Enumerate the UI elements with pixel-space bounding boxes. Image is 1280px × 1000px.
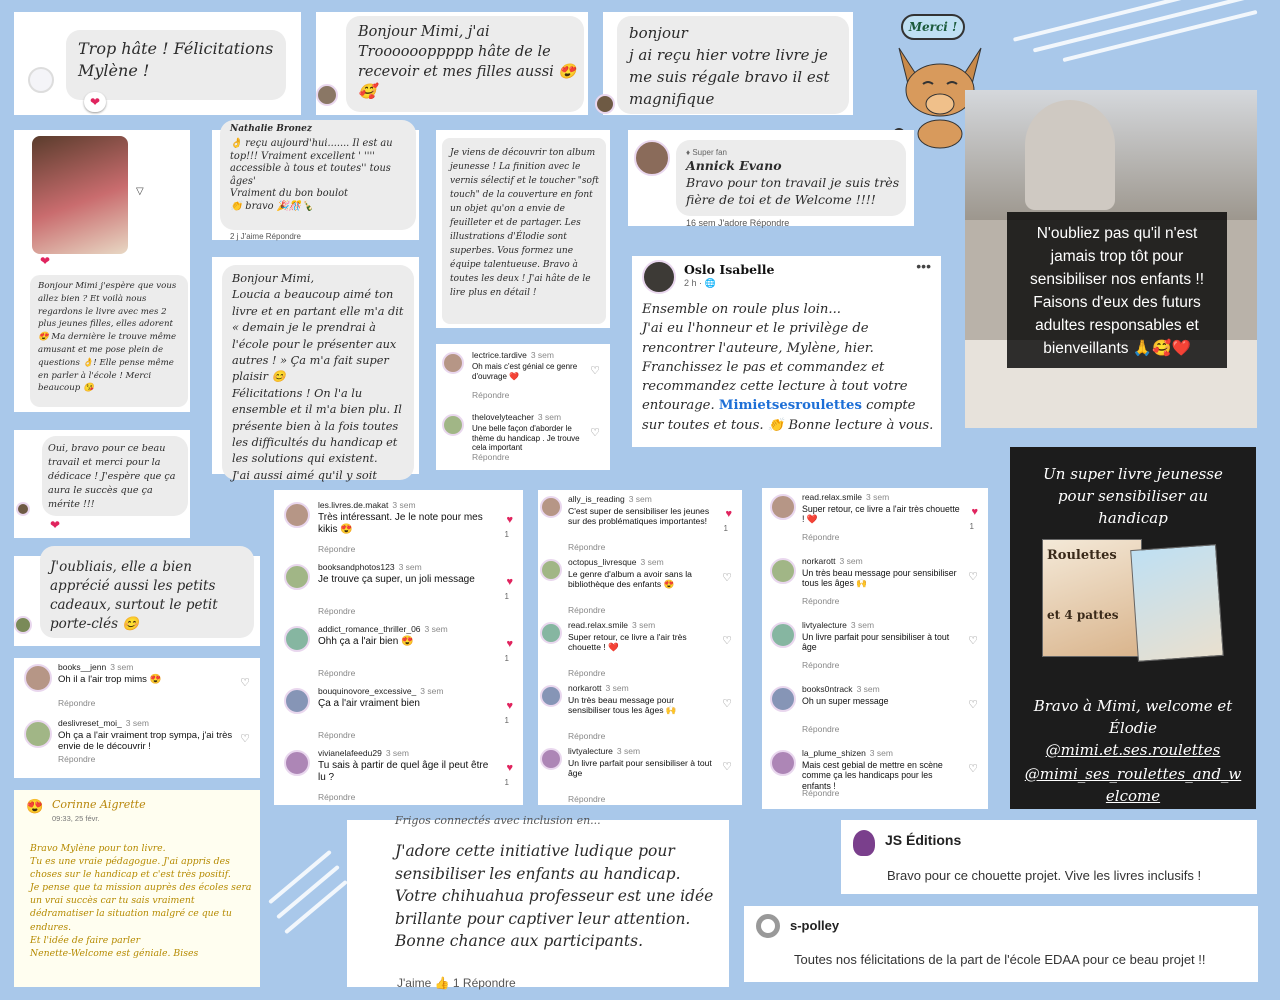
comment-username[interactable]: books__jenn	[58, 662, 107, 672]
book-title-line1: Roulettes	[1047, 548, 1117, 563]
comment-text: Super retour, ce livre a l'air très chouette ! ❤️	[802, 504, 960, 525]
avatar[interactable]	[540, 622, 562, 644]
avatar[interactable]	[442, 352, 464, 374]
comment-time: 3 sem	[424, 624, 448, 634]
like-heart-icon[interactable]: ♥	[506, 576, 513, 588]
comment-card-bonjour-recu-hier	[603, 12, 853, 115]
comment-card-dedicace	[14, 430, 190, 538]
comment-username[interactable]: ally_is_reading	[568, 494, 625, 504]
instagram-comment	[538, 557, 742, 620]
photo-child-figure	[1025, 100, 1115, 210]
merci-speech-bubble: Merci !	[901, 14, 965, 40]
avatar	[595, 94, 615, 114]
reply-link[interactable]: Répondre	[472, 390, 510, 400]
comment-username[interactable]: read.relax.smile	[568, 620, 628, 630]
comment-username[interactable]: addict_romance_thriller_06	[318, 624, 421, 634]
comment-username-line	[472, 412, 561, 422]
instagram-comment	[274, 686, 523, 748]
comment-username-line	[318, 500, 416, 510]
comment-text: Bravo pour ce chouette projet. Vive les livres inclusifs !	[887, 868, 1202, 883]
like-heart-icon[interactable]: ♡	[722, 698, 732, 710]
avatar	[316, 84, 338, 106]
comment-time: 3 sem	[125, 718, 149, 728]
comment-text: Bonjour Mimi, Loucia a beaucoup aimé ton livre et en partant elle m'a dit « demain je le prendrai à l'école pour le présenter aux autres ! » Ça m'a fait super plaisir 😊 Félicitations ! On l'a lu ensemble et il m'a bien plu. Il présente bien à la fois toutes les difficultés du handicap et les solutions qui existent. J'ai aussi aimé qu'il y soit	[232, 272, 404, 482]
comment-text: Je viens de découvrir ton album jeunesse ! La finition avec le vernis sélectif et le toucher "soft touch" de la couverture en font un objet qu'on a envie de feuilleter et de partager. Les illustrations d'Élodie sont superbes. Vous formez une équipe talentueuse. Bravo à toutes les deux ! J'ai hâte de le lire plus en détail !	[450, 148, 599, 298]
super-fan-badge: ♦ Super fan	[686, 148, 728, 157]
instagram-comment	[762, 748, 988, 812]
reply-link[interactable]: Répondre	[318, 606, 356, 616]
reply-link[interactable]: Répondre	[568, 668, 606, 678]
comment-username-line	[568, 620, 655, 630]
comment-time: 3 sem	[856, 684, 880, 694]
reply-link[interactable]: Répondre	[318, 544, 356, 554]
comment-text: Très intéressant. Je le note pour mes kikis 😍	[318, 512, 483, 535]
comment-text: C'est super de sensibiliser les jeunes sur des problématiques importantes!	[568, 506, 710, 527]
comment-text: Oh un super message	[802, 696, 889, 706]
comment-username-line	[802, 556, 863, 566]
instagram-comments-panel-3	[274, 490, 523, 805]
instagram-comment	[538, 620, 742, 683]
avatar[interactable]	[770, 686, 796, 712]
like-heart-icon[interactable]: ♥	[971, 506, 978, 518]
comment-text: bonjour j ai reçu hier votre livre je me suis régale bravo il est magnifique	[629, 24, 830, 108]
comment-username[interactable]: lectrice.tardive	[472, 350, 527, 360]
comment-username[interactable]: livtyalecture	[802, 620, 847, 630]
comment-time: 3 sem	[628, 494, 652, 504]
comment-time: 3 sem	[392, 500, 416, 510]
instagram-comment	[538, 746, 742, 809]
comment-time: 3 sem	[866, 492, 890, 502]
like-heart-icon[interactable]: ♡	[590, 365, 600, 377]
avatar	[634, 140, 670, 176]
post-hashtag-link[interactable]: Mimietsesroulettes	[718, 398, 862, 414]
comment-time: 3 sem	[869, 748, 893, 758]
comment-meta[interactable]: J'aime 👍 1 Répondre	[397, 976, 516, 990]
comment-time: 09:33, 25 févr.	[52, 814, 100, 823]
comment-card-js-editions	[841, 820, 1257, 894]
heart-reaction-icon[interactable]: ❤	[40, 254, 51, 268]
comment-text: Ohh ça a l'air bien 😍	[318, 636, 414, 647]
comment-username-line	[568, 746, 640, 756]
comment-text: Oh ça a l'air vraiment trop sympa, j'ai très envie de le découvrir !	[58, 730, 233, 752]
comment-meta[interactable]: 16 sem J'adore Répondre	[686, 218, 790, 228]
reply-link[interactable]: Répondre	[802, 532, 840, 542]
comment-text: Tu sais à partir de quel âge il peut être lu ?	[318, 760, 489, 783]
super-fan-label: Super fan	[692, 148, 728, 157]
like-heart-icon[interactable]: ♡	[590, 427, 600, 439]
comment-username[interactable]: thelovelyteacher	[472, 412, 534, 422]
post-time: 2 h · 🌐	[684, 278, 716, 288]
comment-card-annick	[628, 130, 914, 226]
comment-username-line	[802, 620, 874, 630]
comment-time: 3 sem	[110, 662, 134, 672]
like-heart-icon[interactable]: ♥	[506, 700, 513, 712]
post-text-end: compte sur toutes et tous. 👏 Bonne lecture à vous.	[642, 398, 934, 433]
reply-link[interactable]: Répondre	[58, 754, 96, 764]
instagram-comment	[762, 556, 988, 620]
like-heart-icon[interactable]: ♡	[968, 699, 978, 711]
comment-username-line	[58, 662, 133, 672]
reply-link[interactable]: Répondre	[58, 698, 96, 708]
comment-text: Le genre d'album a avoir sans la bibliothèque des enfants 😍	[568, 569, 692, 590]
avatar[interactable]	[770, 622, 796, 648]
comment-username-line	[802, 748, 893, 758]
comment-text: Je trouve ça super, un joli message	[318, 574, 475, 585]
like-count: 1	[723, 524, 728, 533]
comment-username-line	[318, 562, 422, 572]
avatar	[16, 502, 30, 516]
post-text-main: Ensemble on roule plus loin... J'ai eu l'honneur et le privilège de rencontrer l'auteure, Mylène, hier. Franchissez le pas et commandez et recommandez cette lecture à tout votre entourage.	[642, 302, 908, 414]
comment-time: 3 sem	[530, 350, 554, 360]
smiley-icon: 😍	[26, 798, 44, 814]
comment-username-line	[568, 494, 652, 504]
like-heart-icon[interactable]: ♡	[240, 733, 250, 745]
avatar	[756, 914, 780, 938]
comment-username[interactable]: octopus_livresque	[568, 557, 637, 567]
avatar	[14, 616, 32, 634]
avatar	[642, 260, 676, 294]
avatar[interactable]	[284, 750, 310, 776]
comment-time: 3 sem	[850, 620, 875, 630]
avatar[interactable]	[284, 564, 310, 590]
avatar[interactable]	[540, 748, 562, 770]
comment-text: 👌 reçu aujourd'hui....... Il est au top!!! Vraiment excellent ' '''' accessible à tous et toutes'' tous âges' Vraiment du bon boulot 👏 bravo 🎉🎊🍾	[230, 138, 393, 212]
commenter-name: s-polley	[790, 918, 840, 933]
comment-text: Un très beau message pour sensibiliser tous les âges 🙌	[802, 568, 957, 589]
comment-header: Frigos connectés avec inclusion en...	[395, 814, 601, 827]
comment-text: Oui, bravo pour ce beau travail et merci pour la dédicace ! J'espère que ça aura le succès que ça mérite !!!	[48, 443, 176, 510]
comment-username[interactable]: booksandphotos123	[318, 562, 395, 572]
like-heart-icon[interactable]: ♡	[722, 635, 732, 647]
avatar[interactable]	[770, 750, 796, 776]
avatar[interactable]	[540, 559, 562, 581]
instagram-comment	[274, 562, 523, 624]
commenter-name: Annick Evano	[686, 158, 782, 173]
avatar[interactable]	[770, 558, 796, 584]
instagram-comment	[762, 684, 988, 748]
instagram-comment	[14, 662, 260, 718]
avatar[interactable]	[284, 626, 310, 652]
book-cover-left	[1042, 539, 1142, 657]
facebook-post-oslo	[632, 256, 941, 447]
comment-text: Oh il a l'air trop mims 😍	[58, 674, 162, 685]
comment-username-line	[472, 350, 554, 360]
like-count: 1	[504, 654, 509, 663]
like-heart-icon[interactable]: ♡	[968, 635, 978, 647]
comment-card-porte-cles	[14, 556, 260, 646]
js-editions-logo-icon	[853, 830, 875, 856]
comment-text: Ça a l'air vraiment bien	[318, 698, 420, 709]
comment-username-line	[318, 748, 409, 758]
reply-link[interactable]: Répondre	[568, 542, 606, 552]
comment-time: 3 sem	[537, 412, 562, 422]
comment-text: Une belle façon d'aborder le thème du handicap . Je trouve cela important	[472, 424, 580, 452]
book-promo-photo	[1010, 447, 1256, 809]
reply-link[interactable]: Répondre	[568, 605, 606, 615]
promo-handle-2[interactable]: @mimi_ses_roulettes_and_welcome	[1024, 765, 1242, 805]
comment-time: 3 sem	[420, 686, 444, 696]
reply-link[interactable]: Répondre	[568, 794, 606, 804]
instagram-comment	[274, 624, 523, 686]
instagram-comment	[14, 718, 260, 774]
like-count: 1	[969, 522, 974, 531]
comment-username-line	[318, 686, 443, 696]
comment-time: 3 sem	[632, 620, 656, 630]
poster-name: Oslo Isabelle	[684, 262, 775, 277]
comment-username-line	[568, 557, 664, 567]
comment-username-line	[318, 624, 448, 634]
comment-card-corinne	[14, 790, 260, 987]
instagram-comments-panel-1	[436, 344, 610, 470]
comment-username-line	[802, 492, 889, 502]
like-heart-icon[interactable]: ♡	[722, 572, 732, 584]
instagram-comment	[538, 494, 742, 557]
comment-text: Un très beau message pour sensibiliser tous les âges 🙌	[568, 695, 677, 716]
photo-caption: N'oubliez pas qu'il n'est jamais trop tôt pour sensibiliser nos enfants !! Faisons d'eux des futurs adultes responsables et bienveillants 🙏🥰❤️	[1029, 225, 1205, 357]
comment-card-bonjour-mimi-hate	[316, 12, 588, 115]
comment-time: 3 sem	[385, 748, 409, 758]
comment-username-line	[568, 683, 629, 693]
instagram-comment	[274, 500, 523, 562]
comment-username[interactable]: norkarott	[802, 556, 836, 566]
comment-meta[interactable]: 2 j J'aime Répondre	[230, 232, 301, 241]
comment-time: 3 sem	[398, 562, 422, 572]
comment-text: Bravo pour ton travail je suis très fière de toi et de Welcome !!!!	[686, 175, 900, 207]
photo-girl-reading	[32, 136, 128, 254]
heart-reaction-icon[interactable]: ❤	[84, 92, 106, 112]
comment-text: Bonjour Mimi j'espère que vous allez bien ? Et voilà nous regardons le livre avec mes 2 plus jeunes filles, elles adorent 😍 Ma dernière le trouve même amusant et me pose plein de questions 👌! Elle pense même en parler à l'école ! Merci beaucoup 😘	[38, 281, 177, 394]
reply-link[interactable]: Répondre	[318, 668, 356, 678]
avatar[interactable]	[442, 414, 464, 436]
reply-link[interactable]: Répondre	[472, 452, 510, 462]
comment-time: 3 sem	[640, 557, 664, 567]
comment-card-soft-touch	[436, 130, 610, 328]
instagram-comment	[762, 620, 988, 684]
comment-username-line	[802, 684, 880, 694]
heart-reaction-icon[interactable]: ❤	[50, 518, 61, 532]
comment-username[interactable]: la_plume_shizen	[802, 748, 866, 758]
like-heart-icon[interactable]: ♥	[506, 514, 513, 526]
comment-card-loucia	[212, 257, 419, 482]
promo-bravo-line: Bravo à Mimi, welcome et Élodie	[1033, 697, 1233, 737]
comment-username-line	[58, 718, 149, 728]
share-icon[interactable]: ▽	[136, 186, 144, 197]
avatar	[28, 67, 54, 93]
comment-text: Oh mais c'est génial ce genre d'ouvrage ❤️	[472, 362, 578, 381]
comment-text: J'adore cette initiative ludique pour sensibiliser les enfants au handicap. Votre chihuahua professeur est une idée brillante pour captiver leur attention. Bonne chance aux participants.	[395, 842, 714, 950]
comment-username[interactable]: livtyalecture	[568, 746, 613, 756]
instagram-comment	[274, 748, 523, 810]
comment-text: Trop hâte ! Félicitations Mylène !	[78, 39, 274, 80]
comment-text: Super retour, ce livre a l'air très chouette ! ❤️	[568, 632, 687, 653]
like-heart-icon[interactable]: ♥	[506, 762, 513, 774]
comment-text: Un livre parfait pour sensibiliser à tout âge	[802, 632, 950, 653]
comment-time: 3 sem	[839, 556, 863, 566]
post-text	[642, 300, 934, 435]
avatar[interactable]	[284, 502, 310, 528]
comment-card-chihuahua-professeur	[347, 814, 729, 990]
like-heart-icon[interactable]: ♥	[506, 638, 513, 650]
avatar[interactable]	[540, 496, 562, 518]
comment-card-photo-daughters	[14, 130, 190, 412]
comment-text: J'oubliais, elle a bien apprécié aussi les petits cadeaux, surtout le petit porte-clés 😊	[50, 559, 218, 632]
comment-username[interactable]: les.livres.de.makat	[318, 500, 389, 510]
comment-username[interactable]: deslivreset_moi_	[58, 718, 122, 728]
reply-link[interactable]: Répondre	[318, 792, 356, 802]
comment-card-s-polley	[744, 906, 1258, 982]
reply-link[interactable]: Répondre	[802, 724, 840, 734]
like-heart-icon[interactable]: ♥	[725, 508, 732, 520]
like-count: 1	[504, 716, 509, 725]
comment-username[interactable]: bouquinovore_excessive_	[318, 686, 417, 696]
avatar[interactable]	[540, 685, 562, 707]
comment-text: Toutes nos félicitations de la part de l'école EDAA pour ce beau projet !!	[794, 952, 1206, 967]
like-count: 1	[504, 530, 509, 539]
instagram-comment	[436, 350, 610, 412]
avatar[interactable]	[24, 664, 52, 692]
comment-time: 3 sem	[616, 746, 641, 756]
comment-username[interactable]: read.relax.smile	[802, 492, 862, 502]
reply-link[interactable]: Répondre	[802, 788, 840, 798]
like-heart-icon[interactable]: ♡	[240, 677, 250, 689]
comment-username[interactable]: norkarott	[568, 683, 602, 693]
comment-username[interactable]: books0ntrack	[802, 684, 853, 694]
like-heart-icon[interactable]: ♡	[968, 763, 978, 775]
commenter-name: Corinne Aigrette	[52, 798, 146, 811]
book-cover-right	[1130, 544, 1224, 662]
promo-title: Un super livre jeunesse pour sensibiliser au handicap	[1043, 465, 1223, 527]
comment-card-trop-hate	[14, 12, 301, 115]
avatar[interactable]	[284, 688, 310, 714]
instagram-comment	[436, 412, 610, 474]
reply-link[interactable]: Répondre	[802, 596, 840, 606]
avatar[interactable]	[770, 494, 796, 520]
instagram-comments-panel-5	[762, 488, 988, 809]
instagram-comments-panel-4	[538, 490, 742, 805]
more-options-icon[interactable]: •••	[916, 258, 931, 274]
instagram-comment	[762, 492, 988, 556]
like-heart-icon[interactable]: ♡	[722, 761, 732, 773]
comment-text: Bravo Mylène pour ton livre. Tu es une vraie pédagogue. J'ai appris des choses sur le handicap et c'est très positif. Je pense que ta mission auprès des écoles sera un vrai succès car tu sais vraiment dédramatiser la situation malgré ce que tu endures. Et l'idée de faire parler Nenette-Welcome est géniale. Bises	[30, 843, 252, 959]
comment-text: Bonjour Mimi, j'ai Trooooooppppp hâte de le recevoir et mes filles aussi 😍🥰	[358, 24, 577, 100]
commenter-name: Nathalie Bronez	[230, 124, 313, 134]
book-title-line2: et 4 pattes	[1047, 608, 1119, 622]
instagram-comment	[538, 683, 742, 746]
reply-link[interactable]: Répondre	[568, 731, 606, 741]
like-count: 1	[504, 778, 509, 787]
avatar[interactable]	[24, 720, 52, 748]
comment-time: 3 sem	[605, 683, 629, 693]
like-heart-icon[interactable]: ♡	[968, 571, 978, 583]
comment-username[interactable]: vivianelafeedu29	[318, 748, 382, 758]
photo-children-reading	[965, 90, 1257, 428]
like-count: 1	[504, 592, 509, 601]
comment-card-nathalie	[212, 124, 419, 241]
reply-link[interactable]: Répondre	[802, 660, 840, 670]
comment-text: Un livre parfait pour sensibiliser à tout âge	[568, 758, 712, 779]
commenter-name: JS Éditions	[885, 832, 962, 848]
reply-link[interactable]: Répondre	[318, 730, 356, 740]
promo-handle-1[interactable]: @mimi.et.ses.roulettes	[1045, 741, 1221, 759]
instagram-comments-panel-2	[14, 658, 260, 778]
comment-text: Mais cest gebial de mettre en scène comme ça les handicaps pour les enfants !	[802, 760, 943, 791]
